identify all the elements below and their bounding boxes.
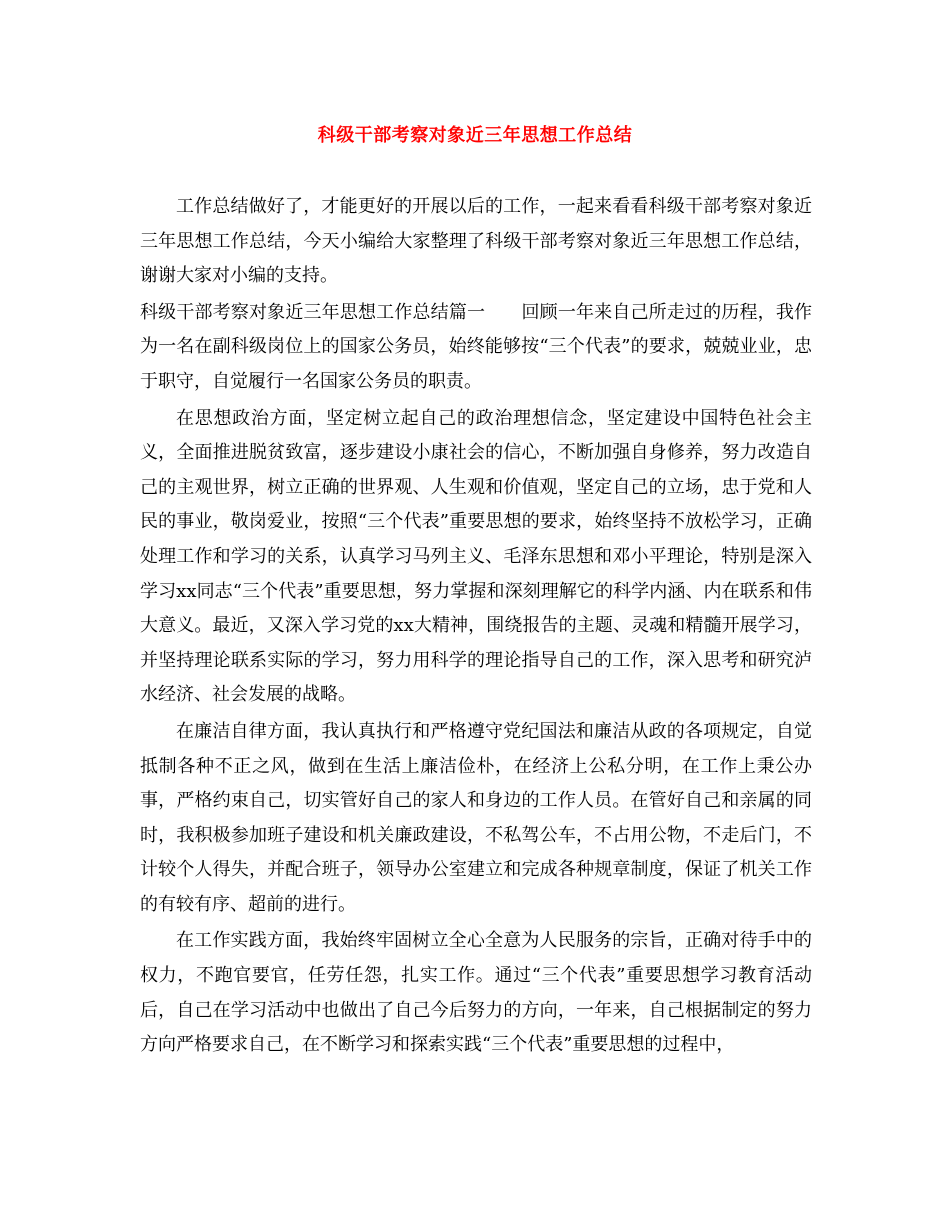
paragraph-intro: 工作总结做好了，才能更好的开展以后的工作，一起来看看科级干部考察对象近三年思想工作总结，今天小编给大家整理了科级干部考察对象近三年思想工作总结，谢谢大家对小编的支持。 [140,196,812,287]
document-body [140,190,812,1065]
paragraph-political: 在思想政治方面，坚定树立起自己的政治理想信念，坚定建设中国特色社会主义，全面推进脱贫致富，逐步建设小康社会的信心，不断加强自身修养，努力改造自己的主观世界，树立正确的世界观、人生观和价值观，坚定自己的立场，忠于党和人民的事业，敬岗爱业，按照“三个代表”重要思想的要求，始终坚持不放松学习，正确处理工作和学习的关系，认真学习马列主义、毛泽东思想和邓小平理论，特别是深入学习xx同志“三个代表”重要思想，努力掌握和深刻理解它的科学内涵、内在联系和伟大意义。最近，又深入学习党的xx大精神，围绕报告的主题、灵魂和精髓开展学习，并坚持理论联系实际的学习，努力用科学的理论指导自己的工作，深入思考和研究泸水经济、社会发展的战略。 [140,407,812,706]
paragraph-integrity: 在廉洁自律方面，我认真执行和严格遵守党纪国法和廉洁从政的各项规定，自觉抵制各种不正之风，做到在生活上廉洁俭朴，在经济上公私分明，在工作上秉公办事，严格约束自己，切实管好自己的家人和身边的工作人员。在管好自己和亲属的同时，我积极参加班子建设和机关廉政建设，不私驾公车，不占用公物，不走后门，不计较个人得失，并配合班子，领导办公室建立和完成各种规章制度，保证了机关工作的有较有序、超前的进行。 [140,720,812,915]
page-title: 科级干部考察对象近三年思想工作总结 [317,125,633,146]
paragraph-practice: 在工作实践方面，我始终牢固树立全心全意为人民服务的宗旨，正确对待手中的权力，不跑官要官，任劳任怨，扎实工作。通过“三个代表”重要思想学习教育活动后，自己在学习活动中也做出了自己今后努力的方向，一年来，自己根据制定的努力方向严格要求自己，在不断学习和探索实践“三个代表”重要思想的过程中， [140,930,812,1056]
paragraph-section-one: 科级干部考察对象近三年思想工作总结篇一 回顾一年来自己所走过的历程，我作为一名在副科级岗位上的国家公务员，始终能够按“三个代表”的要求，兢兢业业，忠于职守，自觉履行一名国家公务员的职责。 [140,301,812,392]
